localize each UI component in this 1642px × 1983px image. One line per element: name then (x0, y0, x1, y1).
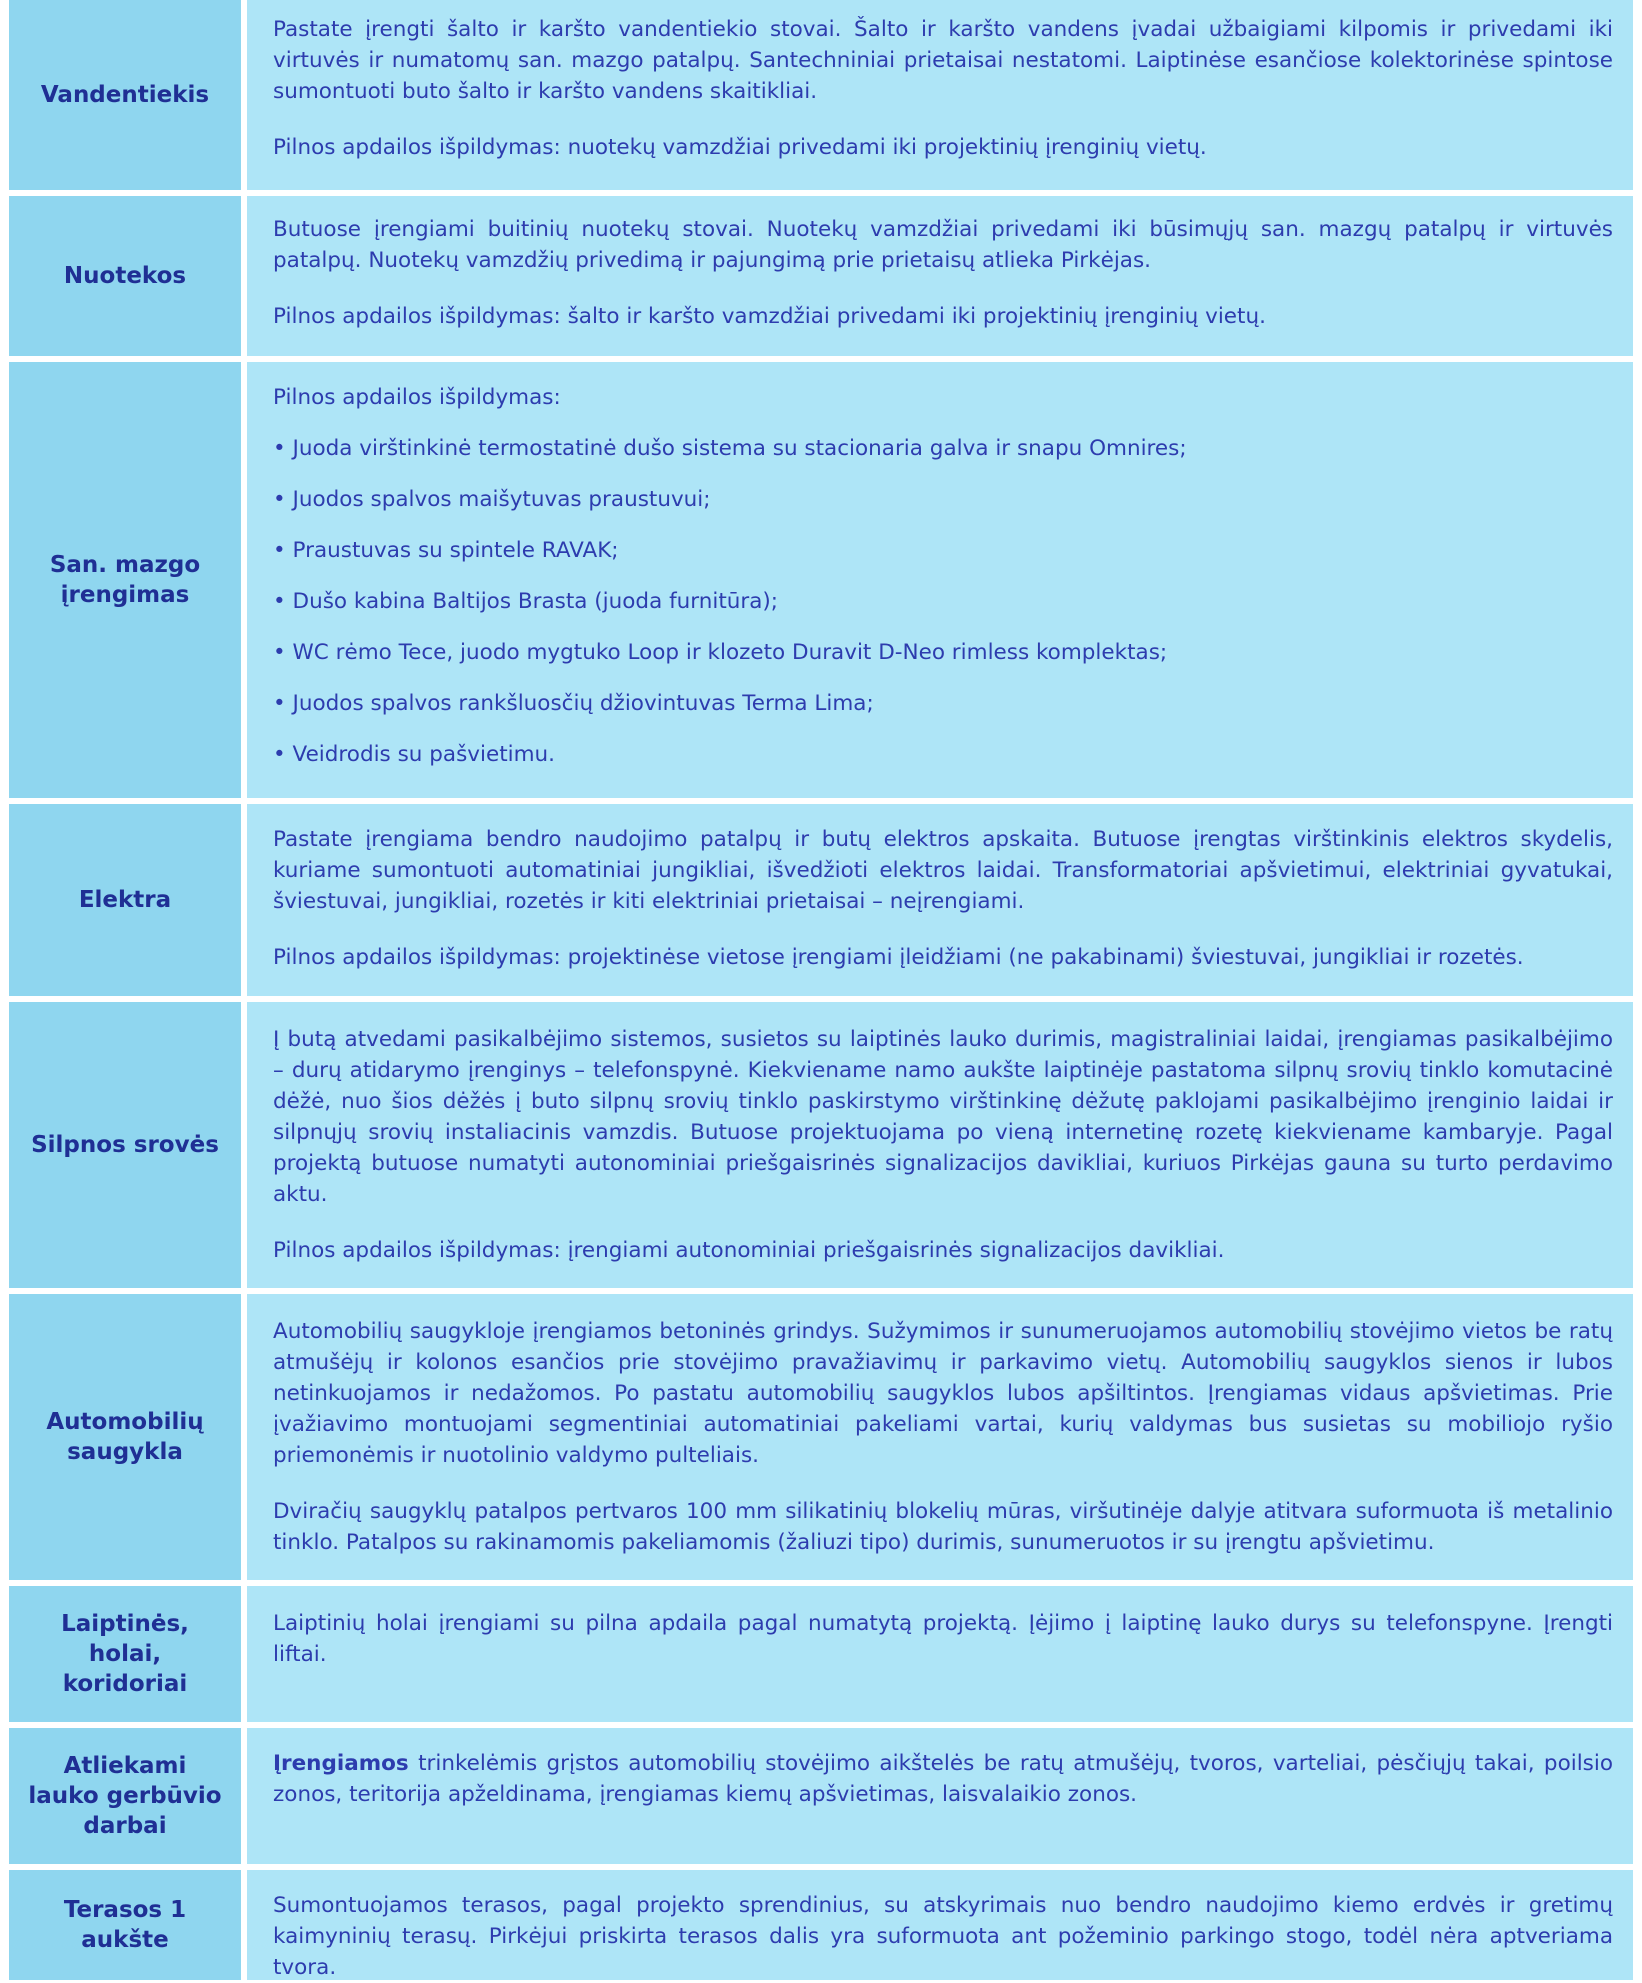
paragraph: Butuose įrengiami buitinių nuotekų stovai. Nuotekų vamzdžiai privedami iki būsimųjų san. mazgų patalpų ir virtuvės patalpų. Nuotekų vamzdžių privedimą ir pajungimą prie prietaisų atlieka Pirkėjas. (273, 217, 1613, 273)
paragraph: Pilnos apdailos išpildymas: (273, 385, 561, 410)
list-item: • Juodos spalvos maišytuvas praustuvui; (273, 484, 1613, 535)
paragraph: Pilnos apdailos išpildymas: šalto ir karšto vamzdžiai privedami iki projektinių įrenginių vietų. (273, 304, 1266, 329)
fixtures-list (273, 433, 1613, 790)
row-content (247, 1294, 1633, 1580)
paragraph: Pastate įrengiama bendro naudojimo patalpų ir butų elektros apskaita. Butuose įrengtas virštinkinis elektros skydelis, kuriame sumontuoti automatiniai jungikliai, išvedžioti elektros laidai. Transformatoriai apšvietimui, elektriniai gyvatukai, šviestuvai, jungikliai, rozetės ir kiti elektriniai prietaisai – neįrengiami. (273, 827, 1613, 914)
paragraph: Pastate įrengti šalto ir karšto vandentiekio stovai. Šalto ir karšto vandens įvadai užbaigiami kilpomis ir privedami iki virtuvės ir numatomų san. mazgo patalpų. Santechniniai prietaisai nestatomi. Laiptinėse esančiose kolektorinėse spintose sumontuoti buto šalto ir karšto vandens skaitikliai. (273, 17, 1613, 104)
row-content (247, 1002, 1633, 1288)
list-item: • Veidrodis su pašvietimu. (273, 739, 1613, 790)
paragraph: Dviračių saugyklų patalpos pertvaros 100 mm silikatinių blokelių mūras, viršutinėje dalyje atitvara suformuota iš metalinio tinklo. Patalpos su rakinamomis pakeliamomis (žaliuzi tipo) durimis, sunumeruotos ir su įrengtu apšvietimu. (273, 1499, 1613, 1555)
table-row (9, 1870, 1633, 1980)
list-item: • Juoda virštinkinė termostatinė dušo sistema su stacionaria galva ir snapu Omnires; (273, 433, 1613, 484)
paragraph: Laiptinių holai įrengiami su pilna apdaila pagal numatytą projektą. Įėjimo į laiptinę lauko durys su telefonspyne. Įrengti liftai. (273, 1611, 1613, 1667)
list-item: • Praustuvas su spintele RAVAK; (273, 535, 1613, 586)
row-content (247, 1870, 1633, 1980)
row-content (247, 804, 1633, 996)
paragraph: Į butą atvedami pasikalbėjimo sistemos, susietos su laiptinės lauko durimis, magistraliniai laidai, įrengiamas pasikalbėjimo – durų atidarymo įrenginys – telefonspynė. Kiekviename namo aukšte laiptinėje pastatoma silpnų srovių tinklo komutacinė dėžė, nuo šios dėžės į buto silpnų srovių tinklo paskirstymo virštinkinę dėžutę paklojami pasikalbėjimo įrenginio laidai ir silpnųjų srovių instaliacinis vamzdis. Butuose projektuojama po vieną internetinę rozetę kiekviename kambaryje. Pagal projektą butuose numatyti autonominiai priešgaisrinės signalizacijos davikliai, kuriuos Pirkėjas gauna su turto perdavimo aktu. (273, 1027, 1613, 1207)
row-label: Automobilių saugykla (9, 1294, 241, 1580)
row-content (247, 1728, 1633, 1864)
row-label: Atliekami lauko gerbūvio darbai (9, 1728, 241, 1864)
row-label: Silpnos srovės (9, 1002, 241, 1288)
bold-lead-word: Įrengiamos (273, 1751, 409, 1776)
list-item: • Dušo kabina Baltijos Brasta (juoda furnitūra); (273, 586, 1613, 637)
paragraph: Pilnos apdailos išpildymas: nuotekų vamzdžiai privedami iki projektinių įrenginių vietų. (273, 135, 1207, 160)
table-row (9, 196, 1633, 356)
table-row (9, 0, 1633, 190)
table-row (9, 1002, 1633, 1288)
row-label: Terasos 1 aukšte (9, 1870, 241, 1980)
table-row (9, 804, 1633, 996)
table-row (9, 1294, 1633, 1580)
paragraph: Sumontuojamos terasos, pagal projekto sprendinius, su atskyrimais nuo bendro naudojimo kiemo erdvės ir gretimų kaimyninių terasų. Pirkėjui priskirta terasos dalis yra suformuota ant požeminio parkingo stogo, todėl nėra aptveriama tvora. (273, 1893, 1613, 1980)
paragraph-text: trinkelėmis grįstos automobilių stovėjimo aikštelės be ratų atmušėjų, tvoros, varteliai, pėsčiųjų takai, poilsio zonos, teritorija apželdinama, įrengiamas kiemų apšvietimas, laisvalaikio zonos. (273, 1751, 1613, 1807)
table-row (9, 362, 1633, 798)
row-content (247, 362, 1633, 798)
row-content (247, 196, 1633, 356)
list-item: • WC rėmo Tece, juodo mygtuko Loop ir klozeto Duravit D-Neo rimless komplektas; (273, 637, 1613, 688)
row-label: Vandentiekis (9, 0, 241, 190)
paragraph (273, 1748, 1613, 1810)
table-row (9, 1586, 1633, 1722)
row-label: Elektra (9, 804, 241, 996)
table-row (9, 1728, 1633, 1864)
paragraph: Pilnos apdailos išpildymas: įrengiami autonominiai priešgaisrinės signalizacijos davikliai. (273, 1238, 1225, 1263)
list-item: • Juodos spalvos rankšluosčių džiovintuvas Terma Lima; (273, 688, 1613, 739)
paragraph: Automobilių saugykloje įrengiamos betoninės grindys. Sužymimos ir sunumeruojamos automobilių stovėjimo vietos be ratų atmušėjų ir kolonos esančios prie stovėjimo pravažiavimų ir parkavimo vietų. Automobilių saugyklos sienos ir lubos netinkuojamos ir nedažomos. Po pastatu automobilių saugyklos lubos apšiltintos. Įrengiamas vidaus apšvietimas. Prie įvažiavimo montuojami segmentiniai automatiniai pakeliami vartai, kurių valdymas bus susietas su mobiliojo ryšio priemonėmis ir nuotolinio valdymo pulteliais. (273, 1319, 1613, 1468)
row-label: San. mazgo įrengimas (9, 362, 241, 798)
paragraph: Pilnos apdailos išpildymas: projektinėse vietose įrengiami įleidžiami (ne pakabinami) šviestuvai, jungikliai ir rozetės. (273, 945, 1524, 970)
row-label: Nuotekos (9, 196, 241, 356)
row-content (247, 0, 1633, 190)
row-label: Laiptinės, holai, koridoriai (9, 1586, 241, 1722)
row-content (247, 1586, 1633, 1722)
